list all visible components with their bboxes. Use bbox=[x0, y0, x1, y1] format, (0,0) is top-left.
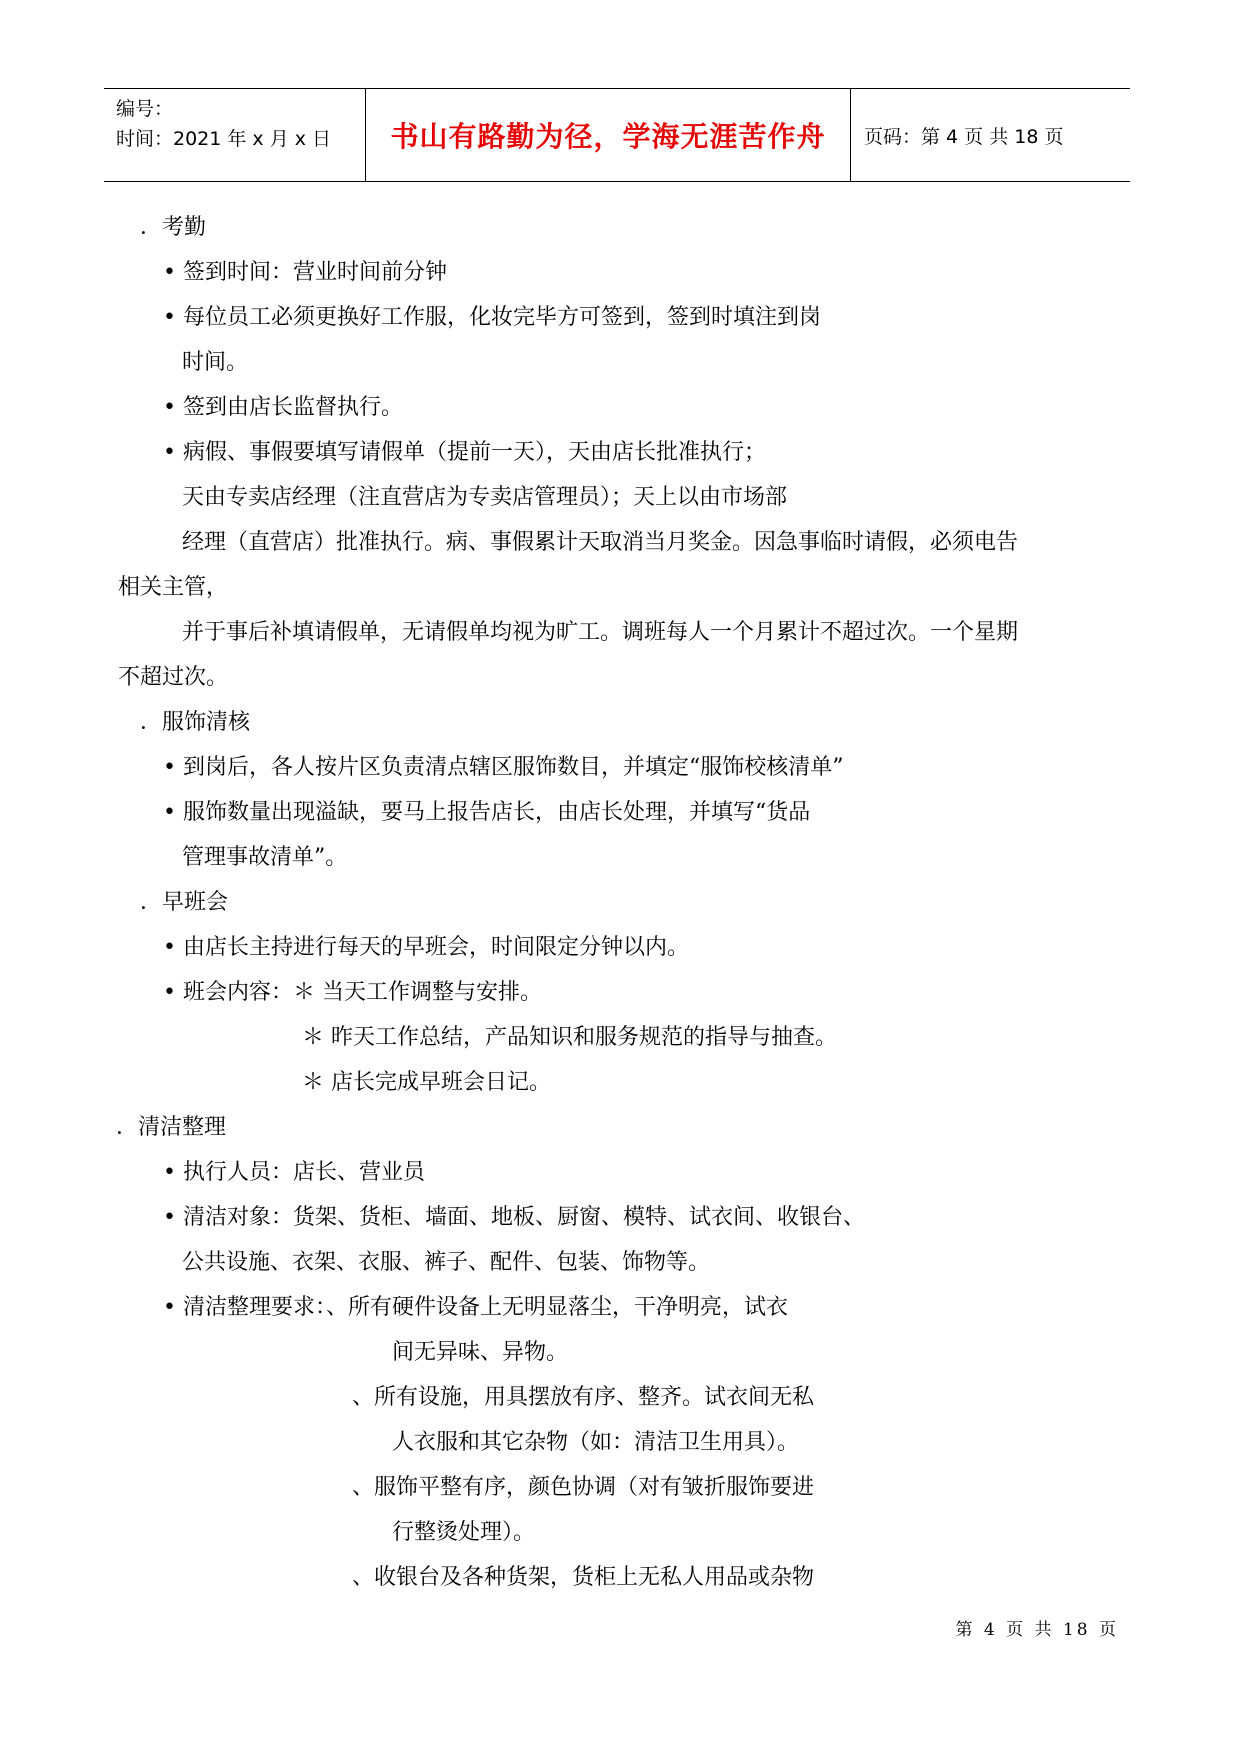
continuation-line: 经理（直营店）批准执行。病、事假累计天取消当月奖金。因急事临时请假，必须电告 bbox=[182, 530, 1019, 555]
continuation-line: 不超过次。 bbox=[118, 665, 229, 690]
sub-item-line: ＊ 店长完成早班会日记。 bbox=[302, 1070, 551, 1095]
section-heading: ．考勤 bbox=[140, 215, 207, 240]
section-heading: ．服饰清核 bbox=[140, 710, 251, 735]
continuation-line: 公共设施、衣架、衣服、裤子、配件、包装、饰物等。 bbox=[182, 1250, 711, 1275]
section-heading: ．清洁整理 bbox=[116, 1115, 227, 1140]
sub-item-line: 、收银台及各种货架，货柜上无私人用品或杂物 bbox=[352, 1565, 815, 1590]
sub-item-line: ＊ 昨天工作总结，产品知识和服务规范的指导与抽查。 bbox=[302, 1025, 837, 1050]
bullet-line: • 清洁对象：货架、货柜、墙面、地板、厨窗、模特、试衣间、收银台、 bbox=[163, 1205, 865, 1230]
sub-item-line: 、所有设施，用具摆放有序、整齐。试衣间无私 bbox=[352, 1385, 815, 1410]
continuation-line: 并于事后补填请假单，无请假单均视为旷工。调班每人一个月累计不超过次。一个星期 bbox=[182, 620, 1019, 645]
header-page-info: 页码：第 4 页 共 18 页 bbox=[864, 125, 1064, 148]
bullet-line: • 班会内容：＊ 当天工作调整与安排。 bbox=[163, 980, 542, 1005]
bullet-line: • 服饰数量出现溢缺，要马上报告店长，由店长处理，并填写“货品 bbox=[163, 800, 811, 825]
bullet-line: • 签到时间：营业时间前分钟 bbox=[163, 260, 447, 285]
continuation-line: 天由专卖店经理（注直营店为专卖店管理员）；天上以由市场部 bbox=[182, 485, 788, 510]
sub-item-line: 、服饰平整有序，颜色协调（对有皱折服饰要进 bbox=[352, 1475, 815, 1500]
continuation-line: 管理事故清单”。 bbox=[182, 845, 348, 870]
sub-item-line: 人衣服和其它杂物（如：清洁卫生用具）。 bbox=[392, 1430, 800, 1455]
header-divider bbox=[850, 89, 851, 181]
bullet-line: • 签到由店长监督执行。 bbox=[163, 395, 403, 420]
header-motto: 书山有路勤为径，学海无涯苦作舟 bbox=[390, 120, 826, 153]
sub-item-line: 间无异味、异物。 bbox=[392, 1340, 569, 1365]
bullet-line: • 到岗后，各人按片区负责清点辖区服饰数目，并填定“服饰校核清单” bbox=[163, 755, 844, 780]
header-time-label: 时间：2021 年 x 月 x 日 bbox=[116, 128, 332, 150]
sub-item-line: 行整烫处理）。 bbox=[392, 1520, 536, 1545]
header-table bbox=[104, 88, 1130, 182]
bullet-line: • 执行人员：店长、营业员 bbox=[163, 1160, 425, 1185]
header-number-label: 编号： bbox=[116, 98, 174, 120]
bullet-line: • 病假、事假要填写请假单（提前一天），天由店长批准执行； bbox=[163, 440, 766, 465]
header-meta bbox=[116, 94, 360, 154]
continuation-line: 相关主管， bbox=[118, 575, 229, 600]
continuation-line: 时间。 bbox=[182, 350, 249, 375]
bullet-line: • 清洁整理要求：、所有硬件设备上无明显落尘，干净明亮，试衣 bbox=[163, 1295, 788, 1320]
section-heading: ．早班会 bbox=[140, 890, 229, 915]
bullet-line: • 每位员工必须更换好工作服，化妆完毕方可签到，签到时填注到岗 bbox=[163, 305, 821, 330]
bullet-line: • 由店长主持进行每天的早班会，时间限定分钟以内。 bbox=[163, 935, 689, 960]
page-footer: 第 4 页 共 18 页 bbox=[955, 1620, 1119, 1640]
